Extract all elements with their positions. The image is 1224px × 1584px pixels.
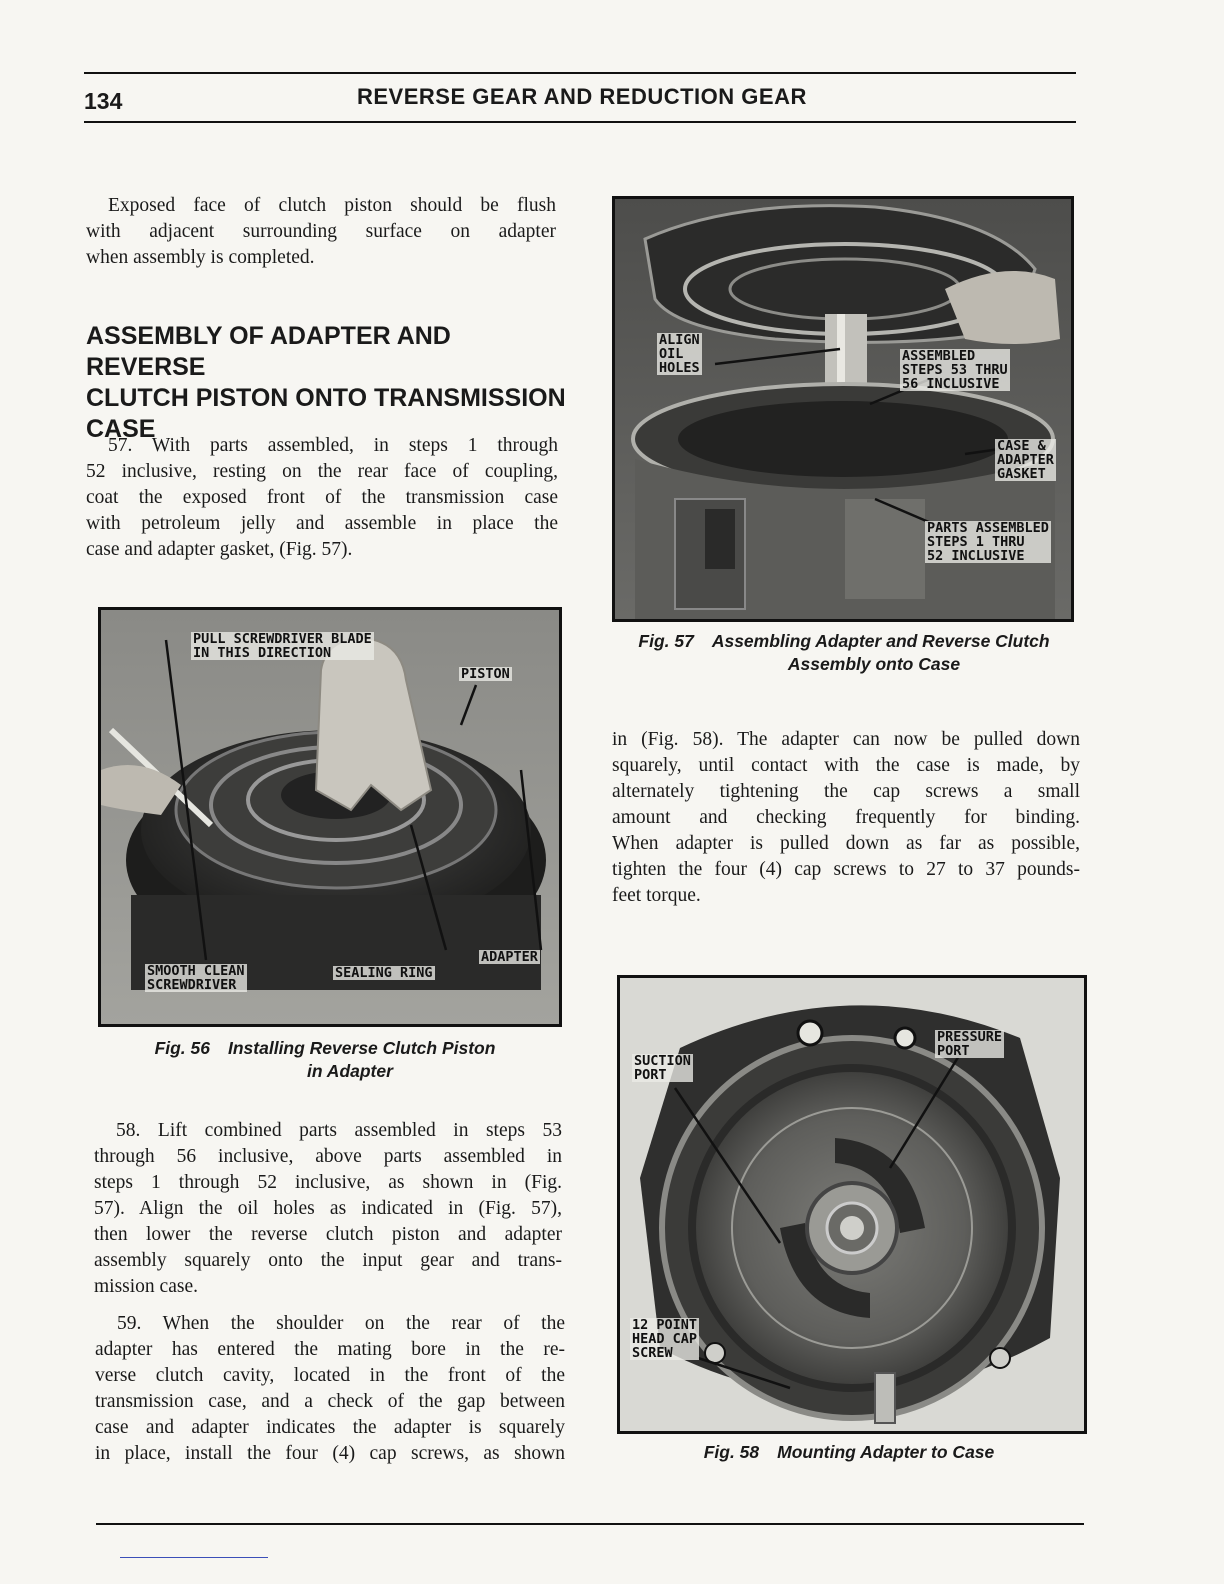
fig56-caption-line1: [110, 1037, 540, 1060]
page-number: 134: [84, 88, 123, 114]
heading-line: ASSEMBLY OF ADAPTER AND REVERSE: [86, 322, 451, 381]
text-line: in (Fig. 58). The adapter can now be pulled down: [612, 729, 1080, 750]
running-title: REVERSE GEAR AND REDUCTION GEAR: [357, 84, 807, 109]
fig57-number: Fig. 57: [638, 631, 694, 651]
fig56-label-sealing: SEALING RING: [335, 965, 433, 981]
fig56-label-piston: PISTON: [461, 666, 510, 682]
text-line: Exposed face of clutch piston should be flush: [108, 195, 556, 216]
text-line: 52 inclusive, resting on the rear face of coupling,: [86, 461, 558, 482]
text-line: mission case.: [94, 1276, 198, 1297]
fig58-caption: [617, 1441, 1081, 1464]
continuation-paragraph: [612, 727, 1080, 909]
text-line: transmission case, and a check of the gap between: [95, 1391, 565, 1412]
fig56-label-adapter: ADAPTER: [481, 949, 538, 965]
fig58-photo: [617, 975, 1087, 1434]
fig56-number: Fig. 56: [154, 1038, 210, 1058]
text-line: adapter has entered the mating bore in the re-: [95, 1339, 565, 1360]
heading-line: CLUTCH PISTON ONTO TRANSMISSION: [86, 384, 566, 412]
fig57-caption-line1: [607, 630, 1081, 653]
heading-line: CASE: [86, 415, 156, 443]
fig58-label-capscrew: 12 POINT HEAD CAP SCREW: [632, 1317, 698, 1361]
fig58-number: Fig. 58: [703, 1442, 760, 1462]
text-line: coat the exposed front of the transmission case: [86, 487, 558, 508]
fig56-label-pull: PULL SCREWDRIVER BLADE IN THIS DIRECTION: [193, 631, 372, 661]
text-line: When adapter is pulled down as far as possible,: [612, 833, 1080, 854]
footer-rule: [96, 1523, 1084, 1525]
fig57-title: Assembling Adapter and Reverse Clutch: [711, 631, 1050, 651]
text-line: in place, install the four (4) cap screws, as shown: [95, 1443, 565, 1464]
header-top-rule: [84, 72, 1076, 74]
fig56-photo: [98, 607, 562, 1027]
footer-link-underline: [120, 1557, 268, 1558]
step-57-paragraph: [86, 433, 558, 563]
intro-paragraph: [86, 193, 556, 271]
fig57-photo: [612, 196, 1074, 622]
text-line: amount and checking frequently for binding.: [612, 807, 1080, 828]
header-bottom-rule: [84, 121, 1076, 123]
text-line: case and adapter gasket, (Fig. 57).: [86, 539, 353, 560]
text-line: verse clutch cavity, located in the front of the: [95, 1365, 565, 1386]
text-line: then lower the reverse clutch piston and adapter: [94, 1224, 562, 1245]
fig56-caption-line2: in Adapter: [307, 1061, 393, 1081]
text-line: steps 1 through 52 inclusive, as shown in (Fig.: [94, 1172, 562, 1193]
fig57-caption: [607, 630, 1081, 676]
text-line: 59. When the shoulder on the rear of the: [117, 1313, 565, 1334]
text-line: assembly squarely onto the input gear and trans-: [94, 1250, 562, 1271]
text-line: 57). Align the oil holes as indicated in (Fig. 57),: [94, 1198, 562, 1219]
fig57-label-assembled-bottom: PARTS ASSEMBLED STEPS 1 THRU 52 INCLUSIVE: [927, 520, 1049, 564]
fig58-label-suction: SUCTION PORT: [634, 1053, 691, 1083]
text-line: 58. Lift combined parts assembled in steps 53: [116, 1120, 562, 1141]
text-line: 57. With parts assembled, in steps 1 through: [108, 435, 558, 456]
fig58-illustration: [620, 978, 1084, 1431]
fig58-title: Mounting Adapter to Case: [777, 1442, 995, 1462]
text-line: with petroleum jelly and assemble in place the: [86, 513, 558, 534]
text-line: with adjacent surrounding surface on adapter: [86, 221, 556, 242]
text-line: through 56 inclusive, above parts assembled in: [94, 1146, 562, 1167]
text-line: alternately tightening the cap screws a small: [612, 781, 1080, 802]
section-heading: [86, 321, 566, 445]
step-58-paragraph: [94, 1118, 562, 1300]
step-59-paragraph: [95, 1311, 565, 1467]
text-line: case and adapter indicates the adapter is squarely: [95, 1417, 565, 1438]
fig58-label-pressure: PRESSURE PORT: [937, 1029, 1003, 1059]
text-line: feet torque.: [612, 885, 701, 906]
fig57-label-assembled-top: ASSEMBLED STEPS 53 THRU 56 INCLUSIVE: [902, 348, 1008, 392]
fig57-caption-line2: Assembly onto Case: [787, 654, 961, 674]
text-line: squarely, until contact with the case is made, by: [612, 755, 1080, 776]
fig56-label-smooth: SMOOTH CLEAN SCREWDRIVER: [147, 963, 245, 993]
text-line: tighten the four (4) cap screws to 27 to 37 pounds-: [612, 859, 1080, 880]
fig56-title: Installing Reverse Clutch Piston: [228, 1038, 496, 1058]
fig56-caption: [110, 1037, 540, 1083]
fig57-label-align: ALIGN OIL HOLES: [659, 332, 700, 376]
text-line: when assembly is completed.: [86, 247, 315, 268]
fig57-label-gasket: CASE & ADAPTER GASKET: [997, 438, 1054, 482]
